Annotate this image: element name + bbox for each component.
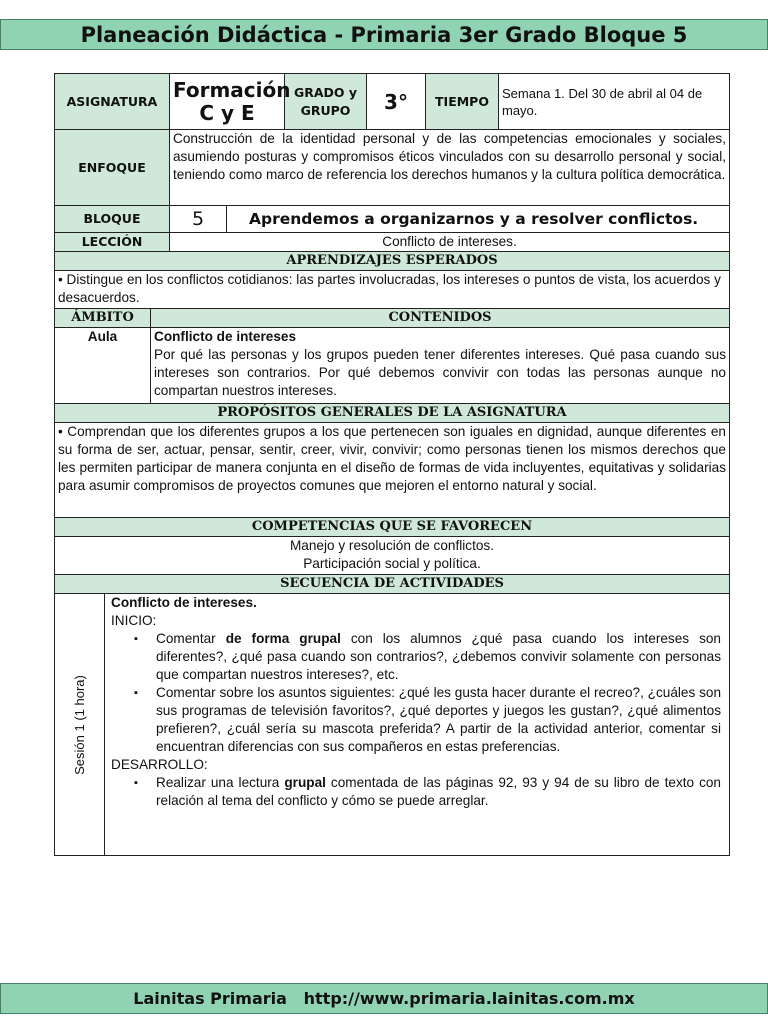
info-row: [55, 74, 730, 130]
aprendizajes-row: [55, 271, 730, 309]
asignatura-value: Formación C y E: [170, 74, 285, 130]
contenidos-heading: CONTENIDOS: [151, 309, 730, 328]
tiempo-value: Semana 1. Del 30 de abril al 04 de mayo.: [499, 74, 730, 130]
inicio-list: [111, 630, 721, 756]
bloque-row: [55, 206, 730, 233]
competencias-heading: COMPETENCIAS QUE SE FAVORECEN: [55, 518, 730, 537]
propositos-text: • Comprendan que los diferentes grupos a los que pertenecen son iguales en dignidad, aunque diferentes en su forma de ser, actuar, pensar, sentir, creer, vivir, convivir; como personas tienen los mismos derechos que les permiten participar de manera conjunta en el diseño de formas de vida incluyentes, equitativas y solidarias para asumir compromisos de proyectos comunes que mejoren el entorno natural y social.: [55, 423, 730, 518]
desarrollo-label: DESARROLLO:: [111, 757, 208, 772]
page-header-banner: [0, 19, 768, 50]
propositos-heading: PROPÓSITOS GENERALES DE LA ASIGNATURA: [55, 404, 730, 423]
grado-value: 3°: [367, 74, 426, 130]
contenidos-title: Conflicto de intereses: [154, 329, 297, 344]
inicio-label: INICIO:: [111, 613, 157, 628]
aprendizajes-heading: APRENDIZAJES ESPERADOS: [55, 252, 730, 271]
lesson-plan-table: [54, 73, 730, 856]
session-cell: [55, 594, 105, 856]
competencia-item: Manejo y resolución de conflictos.: [289, 538, 494, 553]
contenidos-cell: [151, 328, 730, 404]
inicio-item: ▪ Comentar sobre los asuntos siguientes: ¿qué les gusta hacer durante el recreo?, ¿cuáles son sus programas de televisión favoritos?, ¿qué deportes y juegos les gustan?, ¿qué alimentos prefieren?, ¿cuál sería su mascota preferida? A partir de la actividad anterior, comentar si encuentran diferencias con sus compañeros en estas preferencias.: [156, 684, 721, 756]
page-footer-banner: [0, 983, 768, 1014]
desarrollo-list: [111, 774, 721, 810]
grado-label: GRADO y GRUPO: [285, 74, 367, 130]
secuencia-heading-row: [55, 575, 730, 594]
bloque-label: BLOQUE: [55, 206, 170, 233]
desarrollo-item: ▪ Realizar una lectura grupal comentada de las páginas 92, 93 y 94 de su libro de texto con relación al tema del conflicto y cómo se puede arreglar.: [156, 774, 721, 810]
leccion-value: Conflicto de intereses.: [170, 233, 730, 252]
footer-text: Lainitas Primaria http://www.primaria.lainitas.com.mx: [133, 989, 635, 1008]
enfoque-row: [55, 130, 730, 206]
session-label: Sesión 1 (1 hora): [71, 674, 87, 775]
contenidos-heading-row: [55, 309, 730, 328]
page-title: Planeación Didáctica - Primaria 3er Grado Bloque 5: [80, 22, 688, 47]
enfoque-value: Construcción de la identidad personal y de las competencias emocionales y sociales, asumiendo posturas y compromisos éticos vinculados con su desarrollo personal y social, teniendo como marco de referencia los derechos humanos y la cultura política democrática.: [170, 130, 730, 206]
enfoque-label: ENFOQUE: [55, 130, 170, 206]
secuencia-cell: [105, 594, 730, 856]
secuencia-row: [55, 594, 730, 856]
propositos-heading-row: [55, 404, 730, 423]
inicio-item: ▪ Comentar de forma grupal con los alumnos ¿qué pasa cuando los intereses son diferentes?, ¿qué pasa cuando son contrarios?, ¿debemos convivir solamente con personas que compartan nuestros intereses?, etc.: [156, 630, 721, 684]
contenidos-text: Por qué las personas y los grupos pueden tener diferentes intereses. Qué pasa cuando sus intereses son contrarios. Por qué debemos convivir con todas las personas aunque no compartan nuestros intereses.: [154, 347, 726, 398]
activity-title: Conflicto de intereses.: [111, 595, 257, 610]
leccion-row: [55, 233, 730, 252]
competencias-row: [55, 537, 730, 575]
aprendizajes-heading-row: [55, 252, 730, 271]
tiempo-label: TIEMPO: [426, 74, 499, 130]
bloque-title: Aprendemos a organizarnos y a resolver conflictos.: [227, 206, 730, 233]
aprendizajes-text: • Distingue en los conflictos cotidianos: las partes involucradas, los intereses o puntos de vista, los acuerdos y desacuerdos.: [55, 271, 730, 309]
competencia-item: Participación social y política.: [303, 556, 481, 571]
propositos-row: [55, 423, 730, 518]
contenidos-row: [55, 328, 730, 404]
leccion-label: LECCIÓN: [55, 233, 170, 252]
bloque-value: 5: [170, 206, 227, 233]
competencias-cell: [55, 537, 730, 575]
competencias-heading-row: [55, 518, 730, 537]
ambito-value: Aula: [55, 328, 151, 404]
ambito-heading: ÁMBITO: [55, 309, 151, 328]
secuencia-heading: SECUENCIA DE ACTIVIDADES: [55, 575, 730, 594]
asignatura-label: ASIGNATURA: [55, 74, 170, 130]
